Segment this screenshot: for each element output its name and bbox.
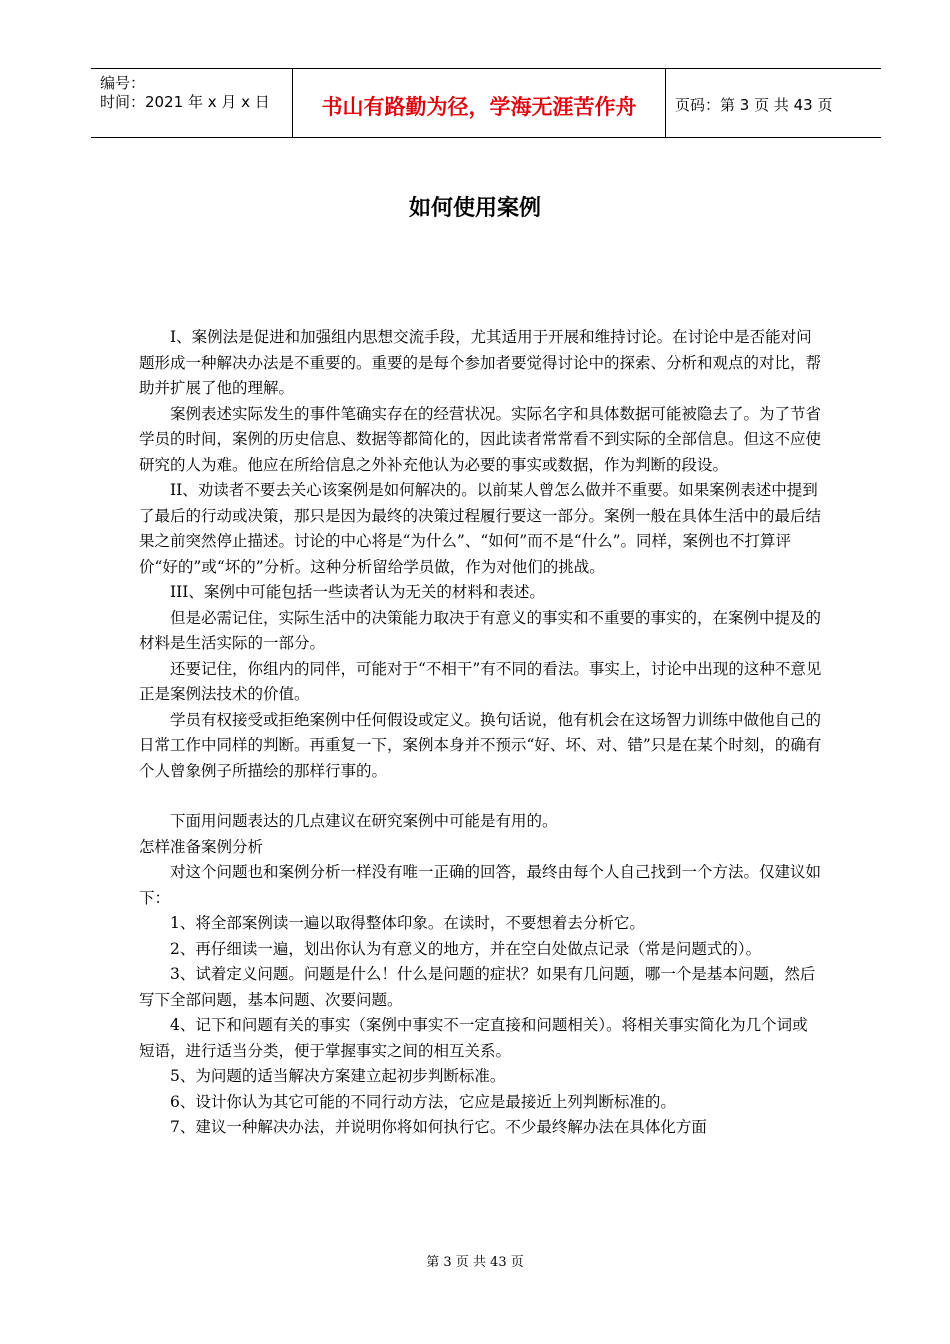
paragraph: 学员有权接受或拒绝案例中任何假设或定义。换句话说，他有机会在这场智力训练中做他自己的日常工作中同样的判断。再重复一下，案例本身并不预示“好、坏、对、错”只是在某个时刻，的确有个人曾象例子所描绘的那样行事的。 (139, 710, 822, 780)
list-item: 6、设计你认为其它可能的不同行动方法，它应是最接近上列判断标准的。 (170, 1092, 676, 1111)
paragraph: 案例表述实际发生的事件笔确实存在的经营状况。实际名字和具体数据可能被隐去了。为了节省学员的时间，案例的历史信息、数据等都简化的，因此读者常常看不到实际的全部信息。但这不应使研究的人为难。他应在所给信息之外补充他认为必要的事实或数据，作为判断的段设。 (139, 404, 822, 474)
document-body (139, 325, 823, 1141)
section-heading: 怎样准备案例分析 (139, 837, 264, 856)
header-info-cell (91, 69, 291, 137)
list-item: 5、为问题的适当解决方案建立起初步判断标准。 (170, 1067, 506, 1085)
header-page-cell (666, 69, 881, 137)
motto-text: 书山有路勤为径，学海无涯苦作舟 (321, 95, 637, 119)
time-label: 时间：2021 年 x 月 x 日 (100, 93, 270, 111)
list-item: 1、将全部案例读一遍以取得整体印象。在读时，不要想着去分析它。 (170, 914, 645, 932)
page-footer: 第 3 页 共 43 页 (426, 1255, 524, 1270)
list-item: 4、记下和问题有关的事实（案例中事实不一定直接和问题相关）。将相关事实简化为几个词或短语，进行适当分类，便于掌握事实之间的相互关系。 (139, 1016, 808, 1060)
paragraph: III、案例中可能包括一些读者认为无关的材料和表述。 (170, 583, 545, 601)
page-header (91, 68, 881, 138)
header-motto-cell (292, 69, 666, 137)
paragraph: 对这个问题也和案例分析一样没有唯一正确的回答，最终由每个人自己找到一个方法。仅建议如下： (139, 863, 822, 907)
paragraph: 下面用问题表达的几点建议在研究案例中可能是有用的。 (170, 812, 558, 830)
paragraph: 还要记住，你组内的同伴，可能对于“不相干”有不同的看法。事实上，讨论中出现的这种不意见正是案例法技术的价值。 (139, 659, 822, 703)
paragraph: 但是必需记住，实际生活中的决策能力取决于有意义的事实和不重要的事实的，在案例中提及的材料是生活实际的一部分。 (139, 608, 822, 652)
list-item: 7、建议一种解决办法，并说明你将如何执行它。不少最终解办法在具体化方面 (170, 1118, 707, 1136)
paragraph: I、案例法是促进和加强组内思想交流手段，尤其适用于开展和维持讨论。在讨论中是否能对问题形成一种解决办法是不重要的。重要的是每个参加者要觉得讨论中的探索、分析和观点的对比，帮助并扩展了他的理解。 (139, 328, 822, 397)
document-title: 如何使用案例 (408, 196, 541, 221)
page-code: 页码：第 3 页 共 43 页 (675, 96, 833, 114)
paragraph: II、劝读者不要去关心该案例是如何解决的。以前某人曾怎么做并不重要。如果案例表述中提到了最后的行动或决策，那只是因为最终的决策过程履行要这一部分。案例一般在具体生活中的最后结果之前突然停止描述。讨论的中心将是“为什么”、“如何”而不是“什么”。同样，案例也不打算评价“好的”或“坏的”分析。这种分析留给学员做，作为对他们的挑战。 (139, 481, 822, 576)
list-item: 2、再仔细读一遍，划出你认为有意义的地方，并在空白处做点记录（常是问题式的）。 (170, 939, 762, 958)
list-item: 3、试着定义问题。问题是什么！什么是问题的症状？如果有几问题，哪一个是基本问题，然后写下全部问题，基本问题、次要问题。 (139, 965, 816, 1009)
number-label: 编号： (100, 74, 146, 92)
